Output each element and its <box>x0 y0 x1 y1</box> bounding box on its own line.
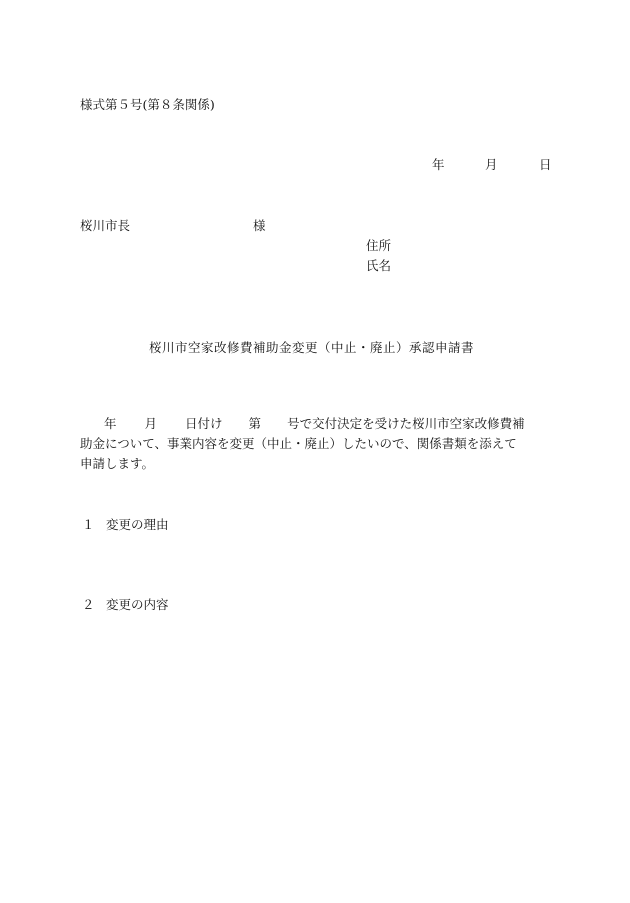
date-month-label: 月 <box>485 157 498 172</box>
body-line-2: 助金について、事業内容を変更（中止・廃止）したいので、関係書類を添えて <box>80 436 517 451</box>
section-2-number: ２ <box>82 597 95 612</box>
body-paragraph <box>80 414 560 474</box>
body-number-prefix: 第 <box>248 416 262 431</box>
addressee-name: 桜川市長 <box>80 218 131 233</box>
body-month-label: 月 <box>144 416 158 431</box>
applicant-address-label: 住所 <box>366 238 392 253</box>
section-2-label: 変更の内容 <box>106 597 169 612</box>
form-number: 様式第５号(第８条関係) <box>80 97 215 112</box>
body-line-1-rest: 号で交付決定を受けた桜川市空家改修費補 <box>287 416 525 431</box>
section-1-label: 変更の理由 <box>106 517 169 532</box>
body-line-1 <box>80 414 560 434</box>
body-day-label: 日付け <box>185 416 223 431</box>
document-title: 桜川市空家改修費補助金変更（中止・廃止）承認申請書 <box>149 340 475 355</box>
section-1-number: １ <box>82 517 95 532</box>
date-day-label: 日 <box>539 157 552 172</box>
body-year-label: 年 <box>104 416 117 431</box>
addressee-honorific: 様 <box>253 218 266 233</box>
date-year-label: 年 <box>432 157 445 172</box>
body-line-3: 申請します。 <box>80 456 155 471</box>
applicant-name-label: 氏名 <box>366 258 392 273</box>
